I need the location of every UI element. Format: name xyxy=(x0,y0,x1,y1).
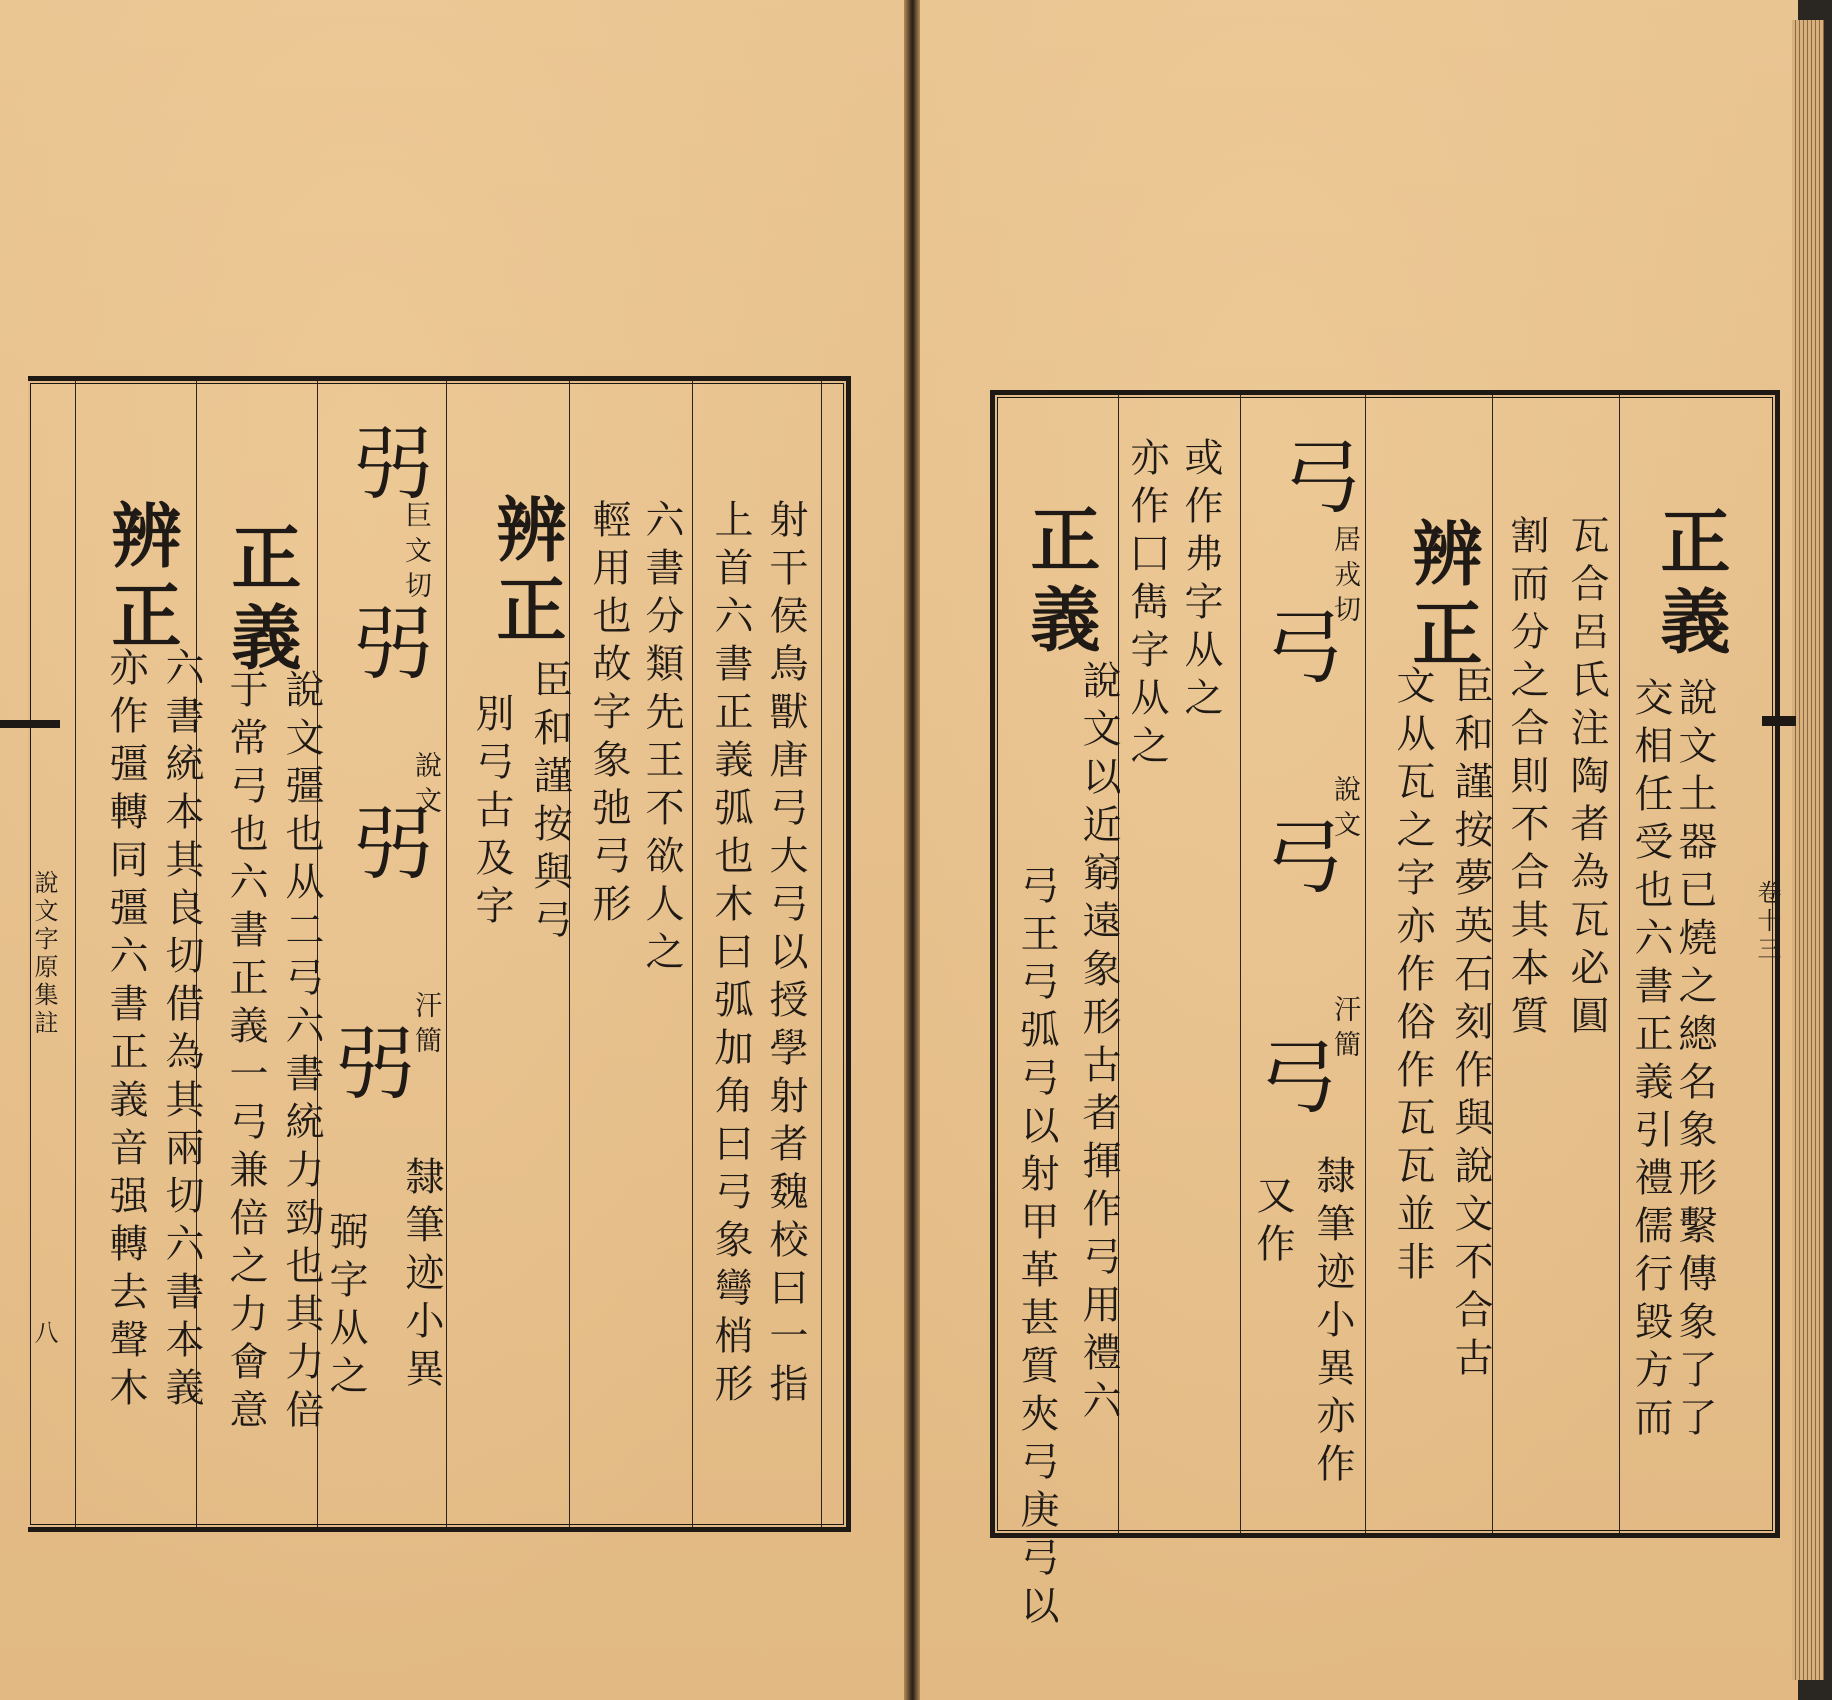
right-fanqie: 居戎切 xyxy=(1329,525,1360,630)
left-seal-form-2: 弜 xyxy=(340,801,433,895)
left-col-5: 臣和謹按與弓 xyxy=(527,659,572,947)
left-text-frame xyxy=(28,376,851,1532)
left-col-1: 射干侯鳥獸唐弓大弓以授學射者魏校曰一指 xyxy=(763,499,808,1411)
page-edges xyxy=(1792,20,1824,1680)
left-col-12: 亦作彊轉同彊六書正義音强轉去聲木 xyxy=(103,647,148,1415)
left-page-number: 八 xyxy=(30,1320,58,1348)
right-col-1: 說文土器已燒之總名象形繫傳象了了 xyxy=(1672,677,1717,1445)
left-shuowen-label: 說文 xyxy=(410,751,441,821)
left-headword: 弜 xyxy=(340,421,433,515)
left-col-7: 隸筆迹小異 xyxy=(399,1156,444,1396)
right-col-2: 交相任受也六書正義引禮儒行毀方而 xyxy=(1628,677,1673,1445)
right-col-3: 瓦合呂氏注陶者為瓦必圓 xyxy=(1564,515,1609,1043)
left-heading-zhengyi: 正義 xyxy=(220,521,303,681)
left-col-11: 六書統本其良切借為其兩切六書本義 xyxy=(159,647,204,1415)
right-col-5: 臣和謹按夢英石刻作與說文不合古 xyxy=(1448,665,1493,1385)
right-seal-form-2: 弓 xyxy=(1251,815,1344,909)
right-col-7: 隸筆迹小異亦作 xyxy=(1310,1155,1355,1491)
book-gutter xyxy=(904,0,920,1700)
left-heading-bianzheng: 辨正 xyxy=(485,493,568,653)
left-col-6: 別弓古及字 xyxy=(469,693,514,933)
right-headword: 弓 xyxy=(1269,435,1362,529)
right-col-11: 弓王弓弧弓以射甲革甚質夾弓庚弓以 xyxy=(1014,865,1059,1633)
left-seal-form-3: 弜 xyxy=(322,1021,415,1115)
left-margin-title: 說文字原集註 xyxy=(30,870,58,1038)
right-col-4: 割而分之合則不合其本質 xyxy=(1504,515,1549,1043)
right-seal-form-3: 弓 xyxy=(1245,1035,1338,1129)
right-col-6: 文从瓦之字亦作俗作瓦瓦並非 xyxy=(1390,665,1435,1289)
right-col-9: 亦作囗雋字从之 xyxy=(1124,437,1169,773)
left-heading-bianzheng-2: 辨正 xyxy=(100,499,183,659)
left-col-8: 弼字从之 xyxy=(323,1211,368,1403)
right-text-frame xyxy=(990,390,1780,1633)
left-hanjian-label: 汗簡 xyxy=(410,991,441,1061)
left-fanqie: 巨文切 xyxy=(400,501,431,606)
right-heading-zhengyi-2: 正義 xyxy=(1019,503,1102,663)
left-col-3: 六書分類先王不欲人之 xyxy=(639,499,684,979)
left-fold-mark xyxy=(0,720,60,728)
left-seal-form-1: 弜 xyxy=(340,601,433,695)
right-col-10: 說文以近窮遠象形古者揮作弓用禮六 xyxy=(1076,660,1121,1428)
right-youzuo: 又作 xyxy=(1250,1175,1295,1271)
left-col-4: 輕用也故字象弛弓形 xyxy=(586,499,631,931)
right-seal-form-1: 弓 xyxy=(1251,605,1344,699)
right-shuowen-label: 說文 xyxy=(1329,775,1360,845)
right-fold-mark xyxy=(1762,716,1796,726)
right-margin-title: 卷十三 xyxy=(1753,880,1781,964)
right-col-8: 或作弗字从之 xyxy=(1178,437,1223,725)
left-col-2: 上首六書正義弧也木曰弧加角曰弓象彎梢形 xyxy=(708,499,753,1411)
right-heading-bianzheng: 辨正 xyxy=(1401,517,1484,677)
right-hanjian-label: 汗簡 xyxy=(1329,995,1360,1065)
right-heading-zhengyi: 正義 xyxy=(1649,505,1732,665)
left-col-9: 說文彊也从二弓六書統力勁也其力倍 xyxy=(279,669,324,1437)
left-col-10: 于常弓也六書正義一弓兼倍之力會意 xyxy=(223,669,268,1437)
